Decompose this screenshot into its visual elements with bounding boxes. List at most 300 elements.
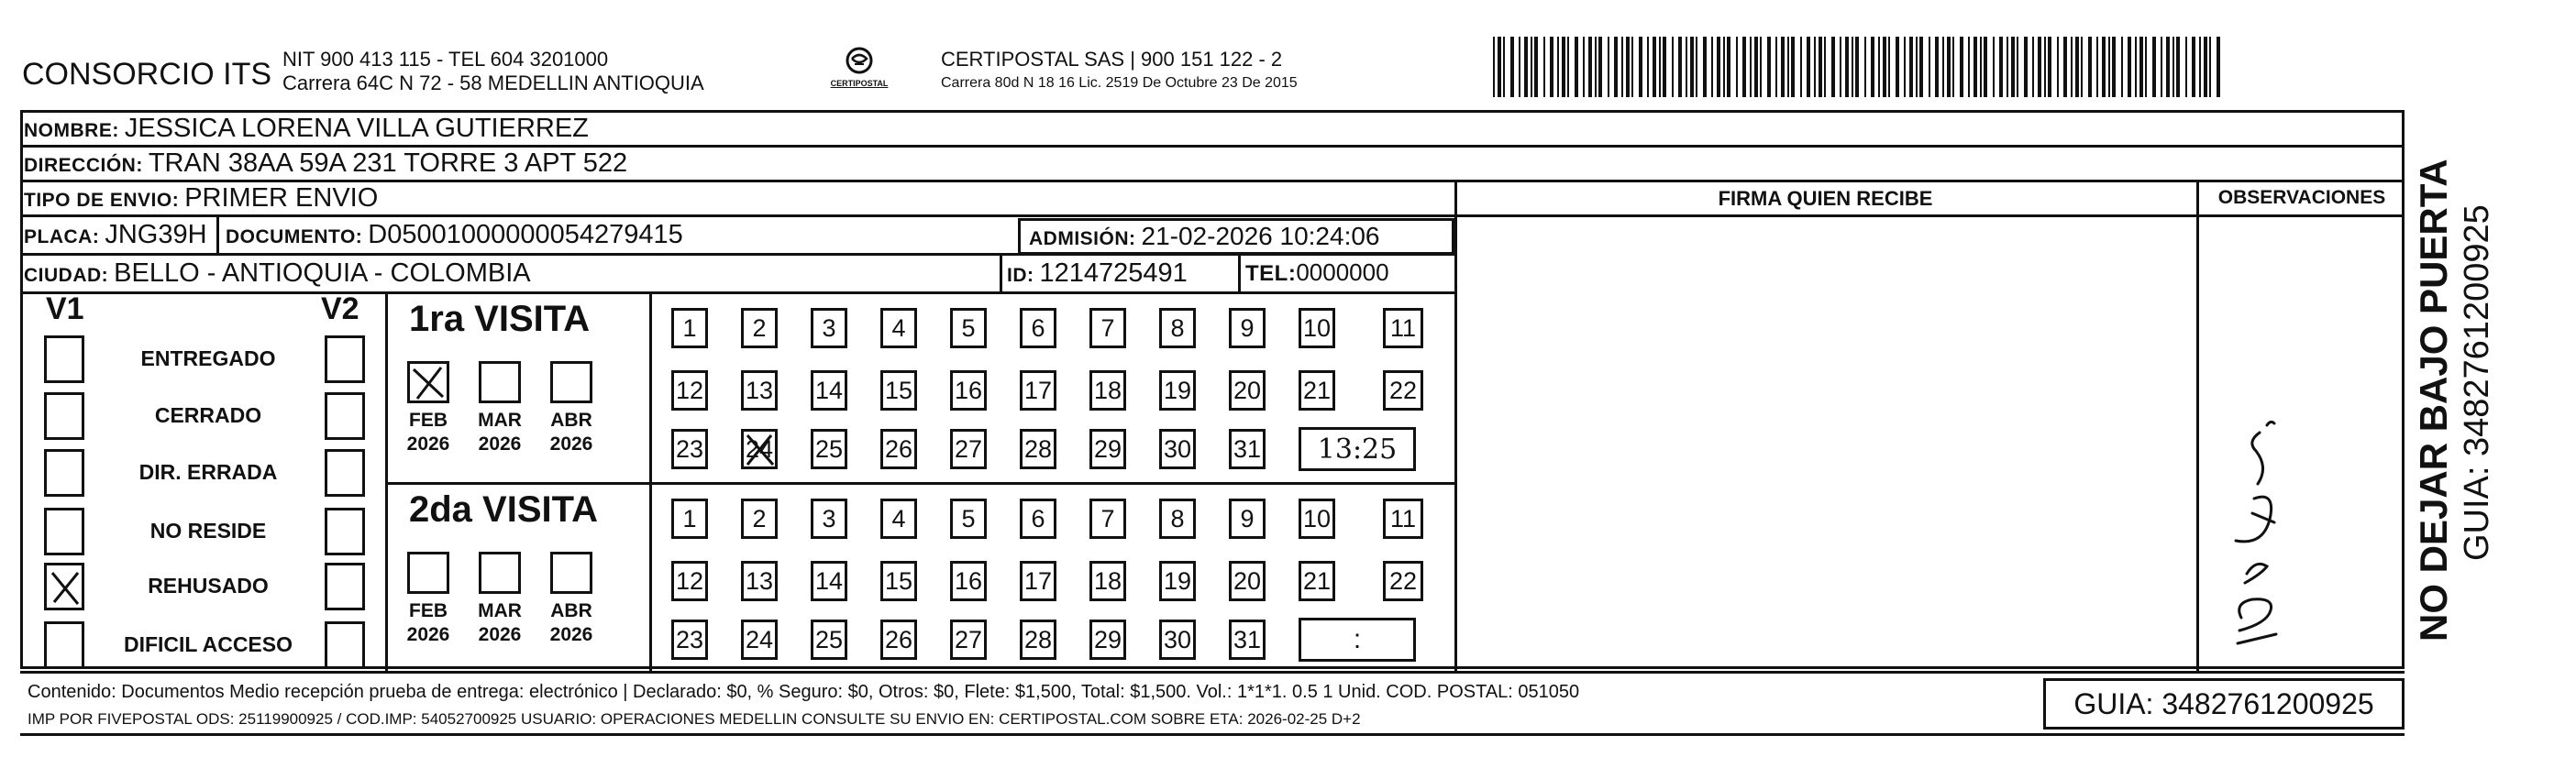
barcode-bar	[1864, 37, 1866, 97]
barcode-bar	[1896, 37, 1899, 97]
visit-1-day-27[interactable]	[950, 429, 987, 469]
visit-1-day-15[interactable]	[880, 370, 917, 411]
day-number: 16	[954, 376, 983, 404]
handwritten-observation	[2210, 403, 2293, 651]
barcode-bar	[1878, 37, 1880, 97]
barcode-bar	[1935, 37, 1939, 97]
address-label: DIRECCIÓN:	[24, 155, 143, 176]
barcode-bar	[1567, 37, 1569, 97]
visit-2-day-15[interactable]	[880, 561, 917, 601]
barcode	[1493, 37, 2221, 97]
day-number: 2	[752, 313, 767, 342]
visit-title-2: 2da VISITA	[409, 489, 598, 530]
barcode-bar	[1639, 37, 1642, 97]
visit-1-day-3[interactable]	[811, 308, 847, 348]
barcode-bar	[2063, 37, 2067, 97]
day-number: 14	[814, 566, 844, 595]
visit-2-day-11[interactable]	[1383, 499, 1423, 539]
day-number: 7	[1100, 504, 1115, 532]
barcode-bar	[1598, 37, 1602, 97]
v1-checkbox-dir-errada[interactable]	[44, 449, 84, 497]
city-value: BELLO - ANTIOQUIA - COLOMBIA	[114, 258, 531, 288]
day-number: 8	[1170, 313, 1185, 342]
status-label-dir-errada: DIR. ERRADA	[138, 460, 278, 484]
barcode-bar	[2017, 37, 2018, 97]
city-label: CIUDAD:	[24, 265, 109, 286]
barcode-bar	[1595, 37, 1597, 97]
barcode-bar	[1711, 37, 1713, 97]
visit-2-day-17[interactable]	[1020, 561, 1056, 601]
visit-1-day-2[interactable]	[741, 308, 778, 348]
logo-text: CERTIPOSTAL	[830, 79, 889, 88]
side-warning: NO DEJAR BAJO PUERTA	[2412, 159, 2455, 642]
visit-1-day-20[interactable]	[1229, 370, 1266, 411]
barcode-bar	[1871, 37, 1874, 97]
city-row	[24, 258, 531, 289]
barcode-bar	[2038, 37, 2041, 97]
barcode-bar	[1852, 37, 1853, 97]
visit-2-day-16[interactable]	[950, 561, 987, 601]
barcode-bar	[1831, 37, 1835, 97]
barcode-bar	[2007, 37, 2008, 97]
day-number: 1	[682, 504, 697, 532]
day-number: 18	[1093, 566, 1122, 595]
visit-2-day-20[interactable]	[1229, 561, 1266, 601]
day-number: 25	[814, 434, 844, 463]
v2-checkbox-entregado[interactable]	[325, 335, 365, 383]
barcode-bar	[1663, 37, 1666, 97]
company-nit: NIT 900 413 115 - TEL 604 3201000	[282, 48, 609, 71]
barcode-bar	[2044, 37, 2046, 97]
visit-2-day-9[interactable]	[1229, 499, 1266, 539]
day-number: 30	[1163, 434, 1192, 463]
barcode-bar	[1575, 37, 1578, 97]
visit-2-day-4[interactable]	[880, 499, 917, 539]
visit-1-day-30[interactable]	[1159, 429, 1196, 469]
plate-value: JNG39H	[105, 220, 207, 249]
visit-1-day-9[interactable]	[1229, 308, 1266, 348]
visit-1-day-11[interactable]	[1383, 308, 1423, 348]
day-number: 28	[1023, 434, 1053, 463]
company-name: CONSORCIO ITS	[22, 57, 272, 92]
day-number: 23	[675, 434, 704, 463]
visit-1-day-14[interactable]	[811, 370, 847, 411]
day-number: 3	[822, 504, 836, 532]
day-number: 31	[1233, 434, 1262, 463]
visit-1-day-8[interactable]	[1159, 308, 1196, 348]
tel-value: 0000000	[1296, 258, 1389, 286]
visit-2-day-19[interactable]	[1159, 561, 1196, 601]
barcode-bar	[1727, 37, 1730, 97]
barcode-bar	[1845, 37, 1849, 97]
barcode-bar	[2172, 37, 2174, 97]
carrier-name: CERTIPOSTAL SAS | 900 151 122 - 2	[941, 48, 1283, 71]
barcode-bar	[1686, 37, 1687, 97]
carrier-license: Carrera 80d N 18 16 Lic. 2519 De Octubre 23 De 2015	[941, 75, 1298, 91]
barcode-bar	[2088, 37, 2092, 97]
visit-2-day-22[interactable]	[1383, 561, 1423, 601]
visit-1-day-1[interactable]	[671, 308, 708, 348]
visit-1-day-28[interactable]	[1020, 429, 1056, 469]
barcode-bar	[2185, 37, 2187, 97]
visit-2-time-box[interactable]	[1299, 618, 1416, 662]
visit-1-day-26[interactable]	[880, 429, 917, 469]
barcode-bar	[1807, 37, 1810, 97]
visit-1-day-7[interactable]	[1089, 308, 1126, 348]
barcode-bar	[1531, 37, 1532, 97]
day-number: 12	[675, 376, 704, 404]
barcode-bar	[1672, 37, 1674, 97]
day-number: 4	[891, 504, 906, 532]
day-number: 29	[1093, 434, 1122, 463]
barcode-bar	[2071, 37, 2073, 97]
barcode-bar	[1819, 37, 1822, 97]
visit-1-day-21[interactable]	[1299, 370, 1335, 411]
visit-2-day-8[interactable]	[1159, 499, 1196, 539]
day-number: 19	[1163, 376, 1192, 404]
barcode-bar	[1498, 37, 1501, 97]
visit-2-day-27[interactable]	[950, 620, 987, 660]
day-number: 27	[954, 625, 983, 653]
v2-checkbox-dificil-acceso[interactable]	[325, 621, 365, 669]
barcode-bar	[1653, 37, 1656, 97]
barcode-bar	[1993, 37, 1995, 97]
barcode-bar	[1767, 37, 1771, 97]
barcode-bar	[2139, 37, 2143, 97]
v1-label: V1	[46, 291, 84, 326]
v1-checkbox-rehusado[interactable]	[44, 563, 84, 610]
ship-type: PRIMER ENVIO	[184, 183, 379, 213]
v1-checkbox-dificil-acceso[interactable]	[44, 621, 84, 669]
admission-label: ADMISIÓN:	[1029, 228, 1136, 249]
barcode-bar	[1631, 37, 1633, 97]
day-number: 18	[1093, 376, 1122, 404]
barcode-bar	[2011, 37, 2015, 97]
barcode-bar	[1493, 37, 1495, 97]
day-number: 21	[1302, 566, 1332, 595]
visit-2-day-5[interactable]	[950, 499, 987, 539]
day-number: 3	[822, 313, 836, 342]
visit-2-day-2[interactable]	[741, 499, 778, 539]
barcode-bar	[1909, 37, 1913, 97]
status-label-cerrado: CERRADO	[154, 403, 262, 427]
day-number: 12	[675, 566, 704, 595]
barcode-bar	[2135, 37, 2137, 97]
document-value: D05001000000054279415	[368, 220, 683, 249]
company-address: Carrera 64C N 72 - 58 MEDELLIN ANTIOQUIA	[282, 71, 704, 94]
barcode-bar	[1621, 37, 1623, 97]
barcode-bar	[1626, 37, 1630, 97]
visit-2-day-26[interactable]	[880, 620, 917, 660]
barcode-bar	[1960, 37, 1963, 97]
visit-2-day-1[interactable]	[671, 499, 708, 539]
barcode-bar	[1883, 37, 1886, 97]
status-label-rehusado: REHUSADO	[148, 574, 269, 598]
day-number: 10	[1302, 504, 1332, 532]
barcode-bar	[1968, 37, 1970, 97]
visit-2-day-25[interactable]	[811, 620, 847, 660]
day-number: 11	[1389, 504, 1417, 532]
barcode-bar	[1999, 37, 2003, 97]
day-number: 9	[1240, 504, 1255, 532]
visit-2-day-18[interactable]	[1089, 561, 1126, 601]
barcode-bar	[1947, 37, 1951, 97]
day-number: 23	[675, 625, 704, 653]
visit-2-day-29[interactable]	[1089, 620, 1126, 660]
barcode-bar	[1781, 37, 1785, 97]
day-number: 6	[1031, 504, 1045, 532]
barcode-bar	[1550, 37, 1553, 97]
barcode-bar	[2108, 37, 2110, 97]
barcode-bar	[1973, 37, 1977, 97]
status-label-dificil-acceso: DIFICIL ACCESO	[123, 632, 293, 656]
visit-2-day-14[interactable]	[811, 561, 847, 601]
barcode-bar	[1888, 37, 1890, 97]
visit-1-time-box[interactable]	[1299, 427, 1416, 471]
day-number: 22	[1388, 376, 1418, 404]
visit-2-day-10[interactable]	[1299, 499, 1335, 539]
barcode-bar	[1696, 37, 1697, 97]
visit-2-day-28[interactable]	[1020, 620, 1056, 660]
visit-time: 13:25	[1317, 433, 1398, 466]
visit-1-day-25[interactable]	[811, 429, 847, 469]
day-number: 13	[745, 376, 774, 404]
certipostal-logo	[822, 44, 897, 99]
barcode-bar	[2096, 37, 2098, 97]
barcode-bar	[2209, 37, 2211, 97]
day-number: 7	[1100, 313, 1115, 342]
barcode-bar	[1800, 37, 1802, 97]
day-number: 8	[1170, 504, 1185, 532]
day-number: 16	[954, 566, 983, 595]
day-number: 17	[1023, 376, 1053, 404]
status-label-no-reside: NO RESIDE	[149, 519, 267, 543]
visit-2-day-3[interactable]	[811, 499, 847, 539]
visit-time: :	[1353, 624, 1362, 654]
visit-1-day-10[interactable]	[1299, 308, 1335, 348]
recipient-name: JESSICA LORENA VILLA GUTIERREZ	[124, 114, 589, 143]
barcode-bar	[1904, 37, 1906, 97]
visit-1-month-label-abr: ABR 2026	[549, 410, 593, 455]
day-number: 30	[1163, 625, 1192, 653]
visit-2-day-21[interactable]	[1299, 561, 1335, 601]
barcode-bar	[2176, 37, 2180, 97]
barcode-bar	[1647, 37, 1649, 97]
guia-number: GUIA: 3482761200925	[2073, 687, 2374, 720]
barcode-bar	[2204, 37, 2207, 97]
visit-1-month-checkbox-mar[interactable]	[479, 361, 521, 403]
plate-label: PLACA:	[24, 226, 100, 247]
visit-1-day-4[interactable]	[880, 308, 917, 348]
day-number: 27	[954, 434, 983, 463]
barcode-bar	[1723, 37, 1725, 97]
visit-1-day-19[interactable]	[1159, 370, 1196, 411]
visit-2-month-checkbox-feb[interactable]	[407, 552, 449, 594]
visit-2-day-30[interactable]	[1159, 620, 1196, 660]
barcode-bar	[1840, 37, 1841, 97]
day-number: 5	[961, 313, 976, 342]
visit-1-day-6[interactable]	[1020, 308, 1056, 348]
v2-checkbox-rehusado[interactable]	[325, 563, 365, 610]
visit-2-day-31[interactable]	[1229, 620, 1266, 660]
day-number: 1	[682, 313, 697, 342]
day-number: 2	[752, 504, 767, 532]
day-number: 5	[961, 504, 976, 532]
contents-line: Contenido: Documentos Medio recepción prueba de entrega: electrónico | Declarado: $0, % Seguro: $0, Otros: $0, Flete: $1,500, Total: $1,500. Vol.: 1*1*1. 0.5 1 Unid. COD. POSTAL: 051050	[28, 682, 1580, 702]
barcode-bar	[1562, 37, 1565, 97]
barcode-bar	[1824, 37, 1826, 97]
barcode-bar	[2048, 37, 2051, 97]
name-row	[24, 114, 589, 144]
v2-checkbox-dir-errada[interactable]	[325, 449, 365, 497]
barcode-bar	[1736, 37, 1738, 97]
visit-1-day-29[interactable]	[1089, 429, 1126, 469]
day-number: 28	[1023, 625, 1053, 653]
barcode-bar	[1534, 37, 1538, 97]
barcode-bar	[2217, 37, 2220, 97]
day-number: 24	[745, 625, 774, 653]
barcode-bar	[1583, 37, 1585, 97]
barcode-bar	[1703, 37, 1707, 97]
barcode-bar	[1855, 37, 1859, 97]
day-number: 29	[1093, 625, 1122, 653]
barcode-bar	[1524, 37, 1528, 97]
visit-2-day-7[interactable]	[1089, 499, 1126, 539]
barcode-bar	[1614, 37, 1618, 97]
v1-checkbox-cerrado[interactable]	[44, 392, 84, 440]
barcode-bar	[2112, 37, 2116, 97]
day-number: 11	[1389, 313, 1417, 342]
day-number: 17	[1023, 566, 1053, 595]
visit-2-month-checkbox-abr[interactable]	[550, 552, 592, 594]
side-guia: GUIA: 3482761200925	[2458, 204, 2496, 561]
barcode-bar	[1929, 37, 1930, 97]
barcode-bar	[2081, 37, 2083, 97]
barcode-bar	[1775, 37, 1777, 97]
day-number: 20	[1233, 566, 1262, 595]
day-number: 15	[884, 566, 913, 595]
day-number: 26	[884, 434, 913, 463]
id-row	[1007, 258, 1188, 289]
observaciones-label: OBSERVACIONES	[2217, 187, 2386, 208]
visit-1-day-23[interactable]	[671, 429, 708, 469]
barcode-bar	[1750, 37, 1752, 97]
day-number: 21	[1302, 376, 1332, 404]
barcode-bar	[1952, 37, 1954, 97]
barcode-bar	[1980, 37, 1982, 97]
visit-1-day-5[interactable]	[950, 308, 987, 348]
visit-2-day-23[interactable]	[671, 620, 708, 660]
barcode-bar	[1919, 37, 1923, 97]
plate-row	[24, 220, 207, 250]
visit-1-day-13[interactable]	[741, 370, 778, 411]
name-label: NOMBRE:	[24, 120, 119, 141]
day-number: 20	[1233, 376, 1262, 404]
day-number: 15	[884, 376, 913, 404]
barcode-bar	[2199, 37, 2201, 97]
visit-1-month-checkbox-feb[interactable]	[407, 361, 449, 403]
admission-row	[1029, 222, 1380, 251]
visit-1-day-24[interactable]	[741, 429, 778, 469]
visit-2-day-24[interactable]	[741, 620, 778, 660]
barcode-bar	[1754, 37, 1758, 97]
barcode-bar	[2024, 37, 2028, 97]
visit-2-day-13[interactable]	[741, 561, 778, 601]
barcode-bar	[1557, 37, 1559, 97]
visit-1-day-18[interactable]	[1089, 370, 1126, 411]
visit-2-month-label-abr: ABR 2026	[549, 600, 593, 645]
barcode-bar	[1678, 37, 1682, 97]
visit-2-day-6[interactable]	[1020, 499, 1056, 539]
barcode-bar	[1742, 37, 1746, 97]
barcode-bar	[2102, 37, 2106, 97]
barcode-bar	[1791, 37, 1795, 97]
barcode-bar	[2128, 37, 2131, 97]
visit-2-month-label-feb: FEB 2026	[406, 600, 450, 645]
day-number: 14	[814, 376, 844, 404]
v2-checkbox-no-reside[interactable]	[325, 508, 365, 555]
day-number: 25	[814, 625, 844, 653]
day-number: 6	[1031, 313, 1045, 342]
barcode-bar	[1503, 37, 1505, 97]
barcode-bar	[1717, 37, 1720, 97]
day-number: 22	[1388, 566, 1418, 595]
day-number: 10	[1302, 313, 1332, 342]
visit-1-day-17[interactable]	[1020, 370, 1056, 411]
visit-1-day-22[interactable]	[1383, 370, 1423, 411]
barcode-bar	[1814, 37, 1816, 97]
barcode-bar	[2192, 37, 2195, 97]
day-number: 4	[891, 313, 906, 342]
v2-checkbox-cerrado[interactable]	[325, 392, 365, 440]
visit-2-day-12[interactable]	[671, 561, 708, 601]
v1-checkbox-no-reside[interactable]	[44, 508, 84, 555]
visit-2-month-checkbox-mar[interactable]	[479, 552, 521, 594]
barcode-bar	[2032, 37, 2034, 97]
day-number: 9	[1240, 313, 1255, 342]
barcode-bar	[1519, 37, 1520, 97]
document-label: DOCUMENTO:	[226, 226, 363, 247]
barcode-bar	[1984, 37, 1987, 97]
visit-1-day-16[interactable]	[950, 370, 987, 411]
day-number: 24	[745, 434, 774, 463]
visit-1-day-12[interactable]	[671, 370, 708, 411]
ship-type-label: TIPO DE ENVIO:	[24, 190, 180, 211]
firma-label: FIRMA QUIEN RECIBE	[1718, 187, 1933, 210]
v1-checkbox-entregado[interactable]	[44, 335, 84, 383]
signature-area[interactable]	[1458, 218, 2195, 669]
barcode-bar	[2075, 37, 2079, 97]
visit-2-month-label-mar: MAR 2026	[478, 600, 522, 645]
status-label-entregado: ENTREGADO	[140, 346, 276, 370]
tel-row	[1245, 258, 1389, 287]
tel-label: TEL:	[1245, 261, 1297, 286]
admission-value: 21-02-2026 10:24:06	[1141, 222, 1380, 250]
barcode-bar	[2121, 37, 2123, 97]
visit-1-day-31[interactable]	[1229, 429, 1266, 469]
visit-1-month-checkbox-abr[interactable]	[550, 361, 592, 403]
day-number: 31	[1233, 625, 1262, 653]
visit-title-1: 1ra VISITA	[409, 299, 591, 339]
barcode-bar	[1608, 37, 1609, 97]
barcode-bar	[2145, 37, 2147, 97]
v2-label: V2	[321, 291, 359, 326]
barcode-bar	[1942, 37, 1944, 97]
day-number: 13	[745, 566, 774, 595]
barcode-bar	[2166, 37, 2170, 97]
barcode-bar	[2152, 37, 2156, 97]
barcode-bar	[1543, 37, 1545, 97]
